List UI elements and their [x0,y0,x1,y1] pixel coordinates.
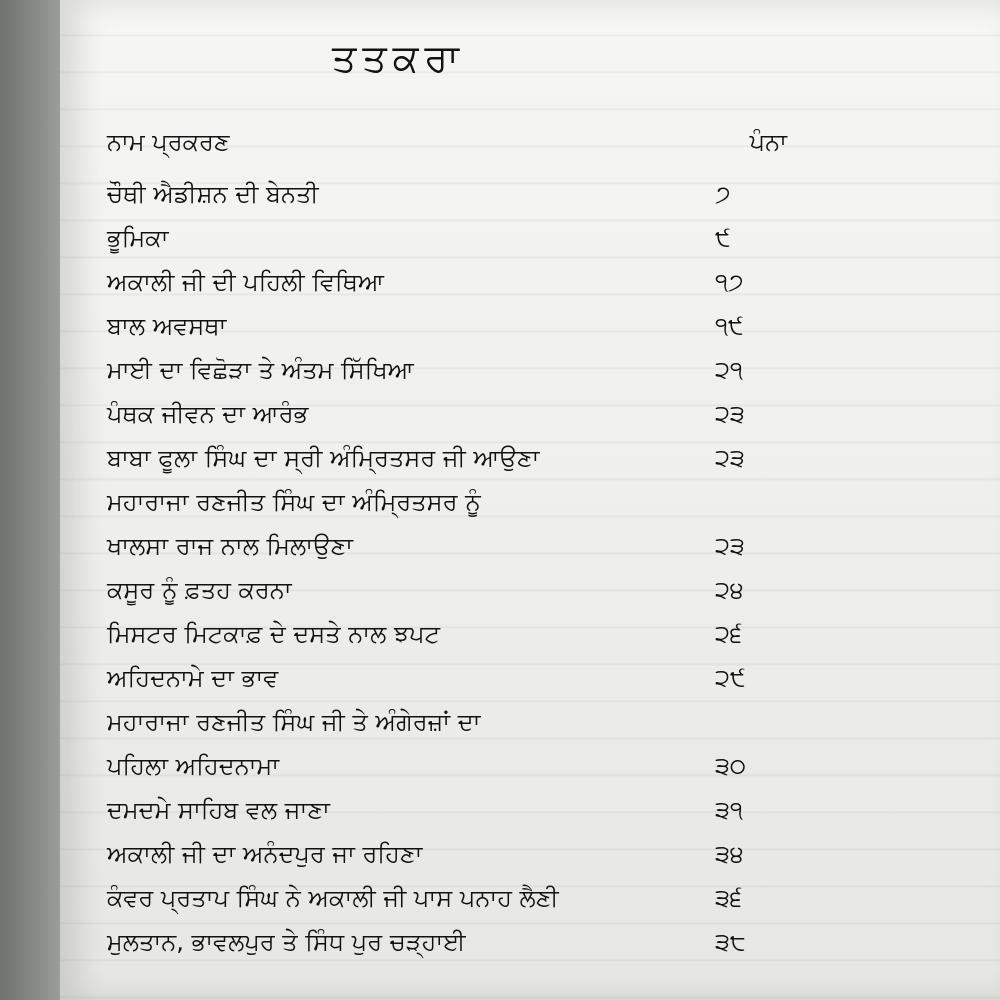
page-number: ੩੦ [715,752,747,780]
list-item [107,788,787,832]
chapter-title: ਮਾਈ ਦਾ ਵਿਛੋੜਾ ਤੇ ਅੰਤਮ ਸਿੱਖਿਆ [107,356,414,384]
chapter-title: ਅਕਾਲੀ ਜੀ ਦੀ ਪਹਿਲੀ ਵਿਥਿਆ [107,268,385,296]
adjacent-page-edge [0,0,60,1000]
book-page [60,0,1000,1000]
chapter-title: ਮਹਾਰਾਜਾ ਰਣਜੀਤ ਸਿੰਘ ਜੀ ਤੇ ਅੰਗੇਰਜ਼ਾਂ ਦਾ ਪਹਿਲਾ ਅਹਿਦਨਾਮਾ [107,708,481,780]
page-number: ੨੬ [715,620,743,648]
page-number: ੨੪ [715,576,744,604]
toc-header-row [107,128,787,156]
chapter-title: ਅਕਾਲੀ ਜੀ ਦਾ ਅਨੰਦਪੁਰ ਜਾ ਰਹਿਣਾ [107,840,423,868]
chapter-title: ਮੁਲਤਾਨ, ਭਾਵਲਪੁਰ ਤੇ ਸਿੰਧ ਪੁਰ ਚੜ੍ਹਾਈ [107,928,466,956]
list-item [107,656,787,700]
page-number: ੩੪ [715,840,744,868]
list-item [107,260,787,304]
page-number: ੧੭ [715,268,744,296]
chapter-title: ਭੂਮਿਕਾ [107,224,169,252]
list-item [107,876,787,920]
page-number: ੩੬ [715,884,743,912]
page-number: ੨੩ [715,532,745,560]
chapter-name-header: ਨਾਮ ਪ੍ਰਕਰਣ [107,128,230,156]
list-item [107,392,787,436]
list-item [107,832,787,876]
chapter-title: ਚੌਥੀ ਐਡੀਸ਼ਨ ਦੀ ਬੇਨਤੀ [107,180,319,208]
list-item [107,568,787,612]
chapter-title: ਦਮਦਮੇ ਸਾਹਿਬ ਵਲ ਜਾਣਾ [107,796,330,824]
table-of-contents [107,172,787,964]
list-item [107,304,787,348]
chapter-title: ਮਹਾਰਾਜਾ ਰਣਜੀਤ ਸਿੰਘ ਦਾ ਅੰਮ੍ਰਿਤਸਰ ਨੂੰ ਖਾਲਸਾ ਰਾਜ ਨਾਲ ਮਿਲਾਉਣਾ [107,488,481,560]
list-item [107,216,787,260]
chapter-title: ਬਾਲ ਅਵਸਥਾ [107,312,227,340]
page-number: ੨੩ [715,400,745,428]
chapter-title: ਮਿਸਟਰ ਮਿਟਕਾਫ਼ ਦੇ ਦਸਤੇ ਨਾਲ ਝਪਟ [107,620,440,648]
chapter-title: ਪੰਥਕ ਜੀਵਨ ਦਾ ਆਰੰਭ [107,400,309,428]
chapter-title: ਬਾਬਾ ਫੂਲਾ ਸਿੰਘ ਦਾ ਸ੍ਰੀ ਅੰਮ੍ਰਿਤਸਰ ਜੀ ਆਉਣਾ [107,444,540,472]
chapter-title: ਕਸੂਰ ਨੂੰ ਫ਼ਤਹ ਕਰਨਾ [107,576,292,604]
page-number: ੭ [715,180,731,208]
page-number: ੨੯ [715,664,746,692]
list-item [107,436,787,480]
chapter-title: ਕੰਵਰ ਪ੍ਰਤਾਪ ਸਿੰਘ ਨੇ ਅਕਾਲੀ ਜੀ ਪਾਸ ਪਨਾਹ ਲੈਣੀ [107,884,559,912]
page-number: ੩੮ [715,928,746,956]
list-item [107,700,787,788]
page-number: ੨੩ [715,444,745,472]
list-item [107,172,787,216]
list-item [107,348,787,392]
list-item [107,612,787,656]
page-number: ੧੯ [715,312,744,340]
chapter-title: ਅਹਿਦਨਾਮੇ ਦਾ ਭਾਵ [107,664,279,692]
page-number: ੩੧ [715,796,743,824]
page-title: ਤਤਕਰਾ [332,36,465,80]
list-item [107,480,787,568]
list-item [107,920,787,964]
page-number: ੯ [715,224,731,252]
page-number: ੨੧ [715,356,743,384]
page-number-header: ਪੰਨਾ [749,128,787,156]
